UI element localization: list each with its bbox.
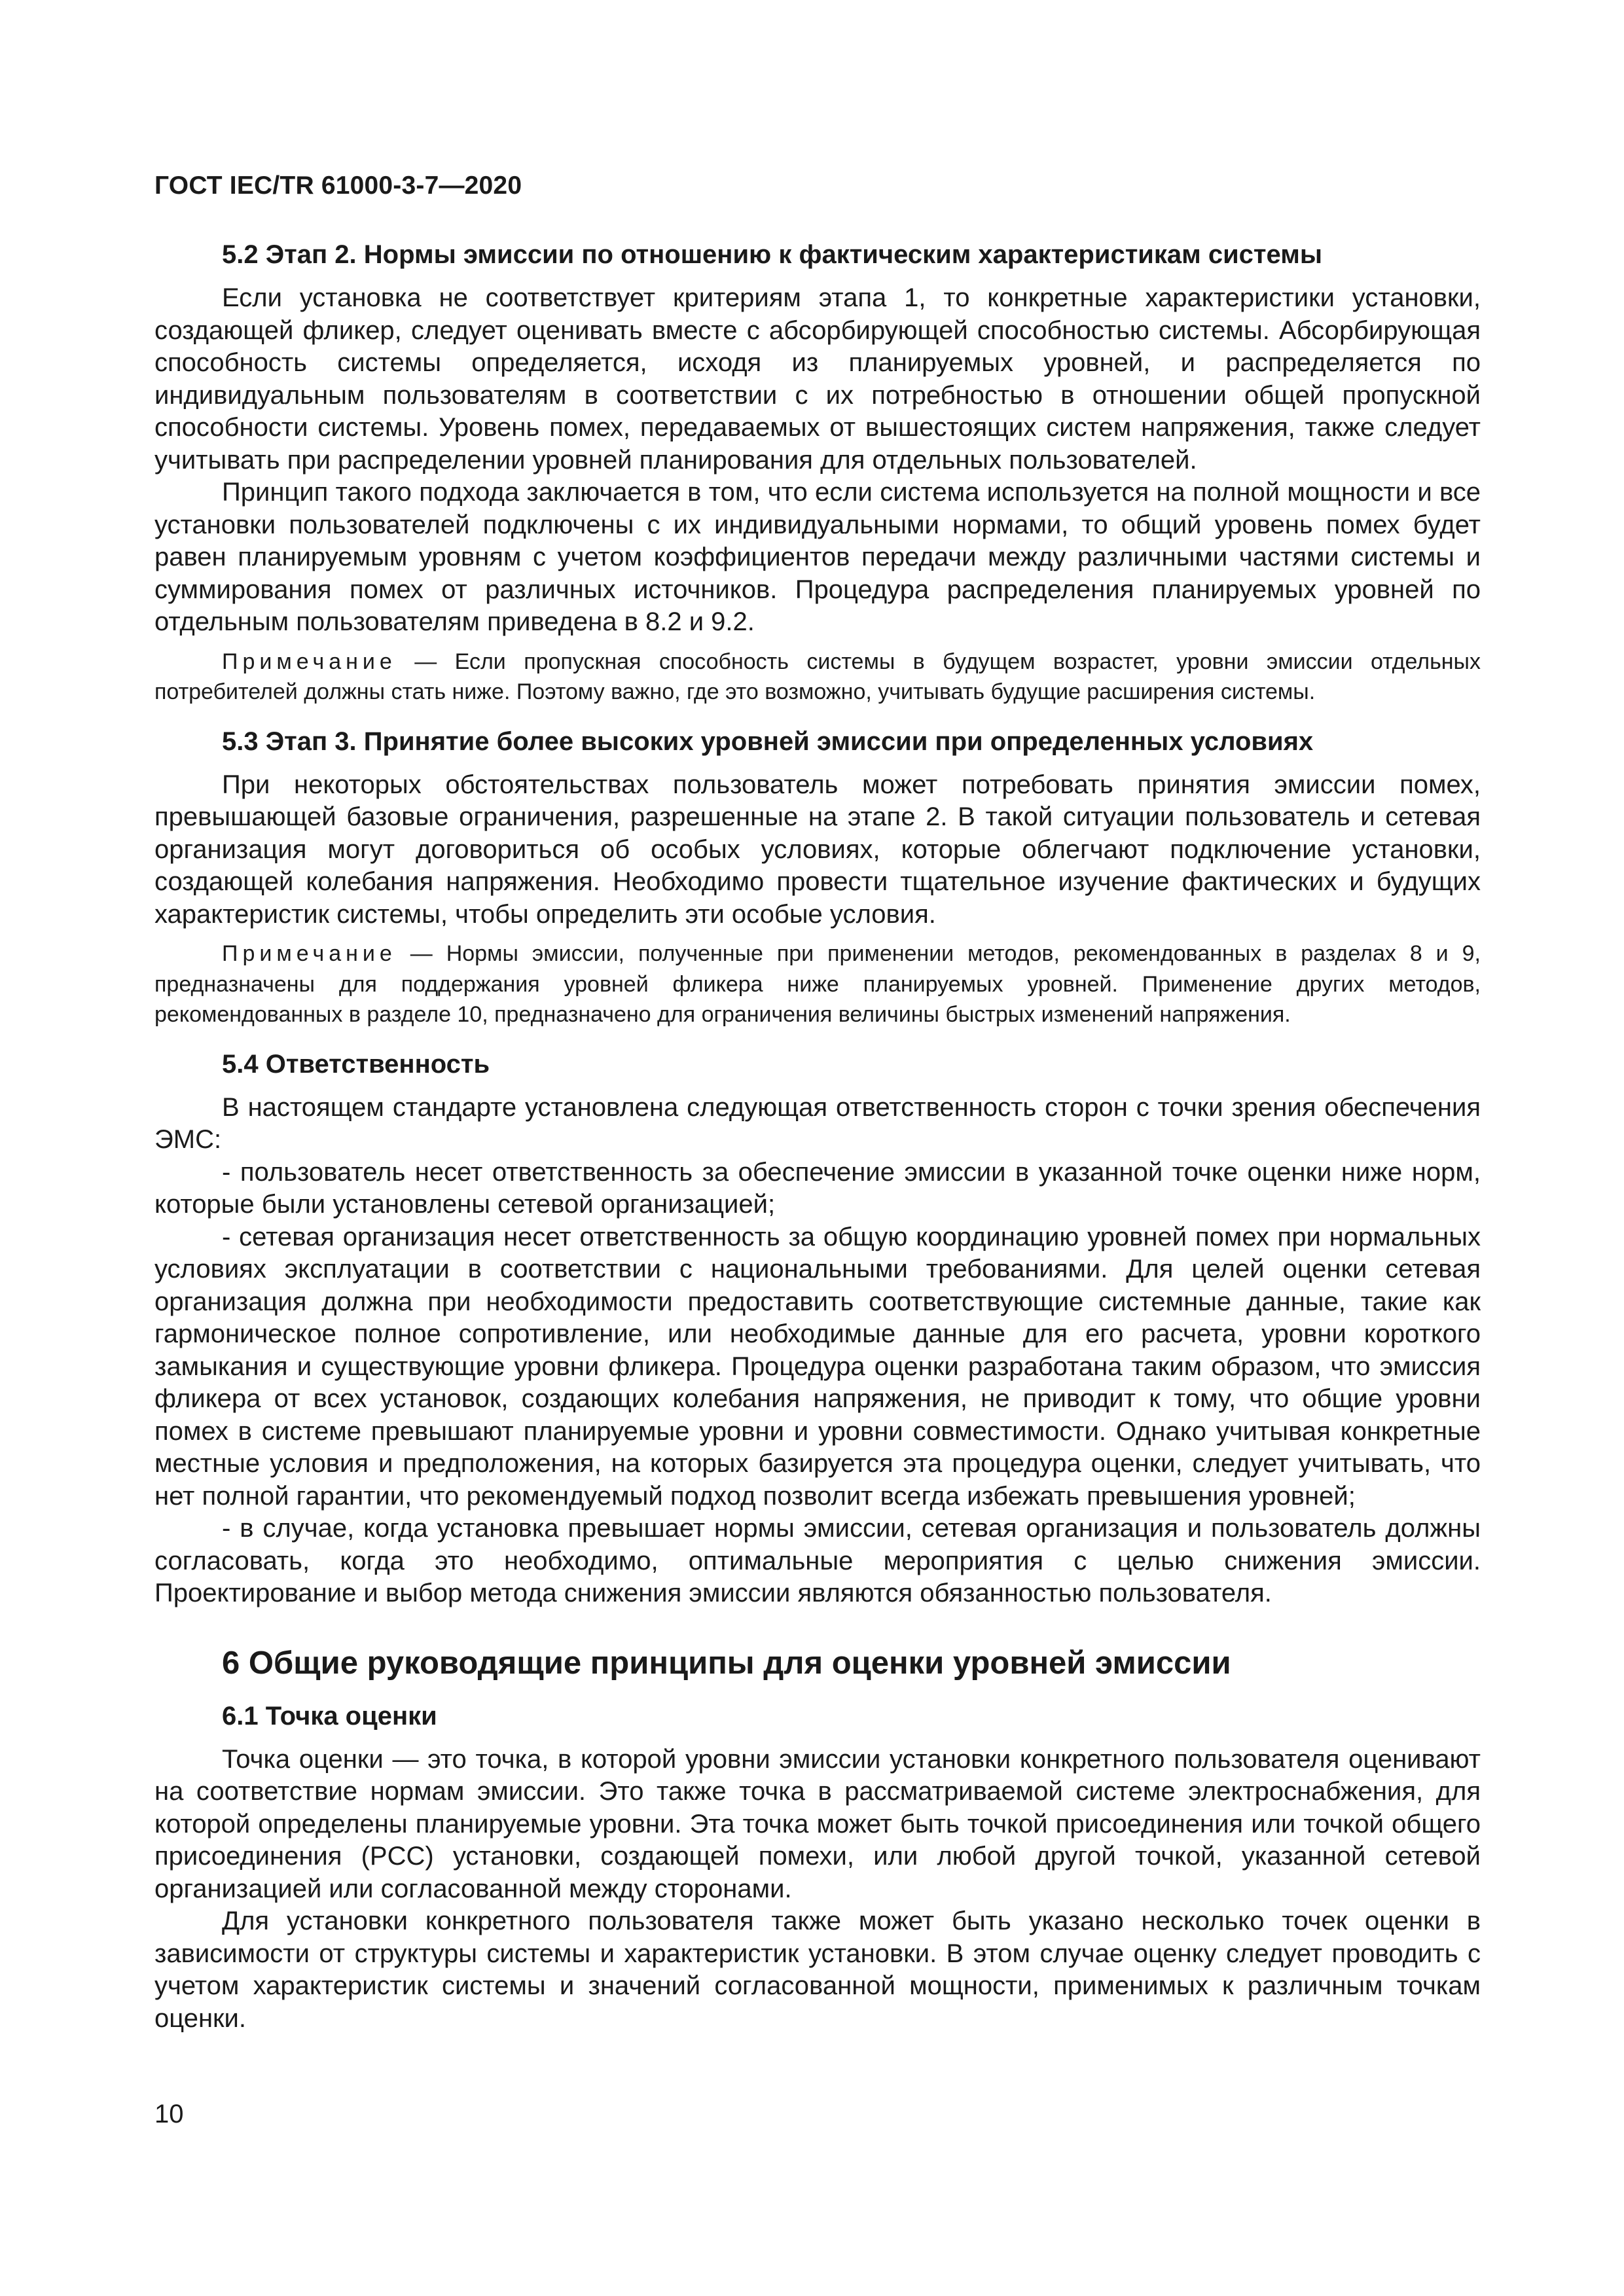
section-5-2-paragraph-1: Если установка не соответствует критериям этапа 1, то конкретные характеристики установки, создающей фликер, следует оценивать вместе с абсорбирующей способностью системы. Абсорбирующая способность системы определяется, исходя из планируемых уровней, и распределяется по индивидуальным пользователям в соответствии с их потребностью в отношении общей пропускной способности системы. Уровень помех, передаваемых от вышестоящих систем напряжения, также следует учитывать при распределении уровней планирования для отдельных пользователей. xyxy=(154,283,1481,475)
section-5-3-paragraph-1: При некоторых обстоятельствах пользователь может потребовать принятия эмиссии помех, превышающей базовые ограничения, разрешенные на этапе 2. В такой ситуации пользователь и сетевая организация могут договориться об особых условиях, которые облегчают подключение установки, создающей колебания напряжения. Необходимо провести тщательное изучение фактических и будущих характеристик системы, чтобы определить эти особые условия. xyxy=(154,770,1481,929)
section-6-heading: 6 Общие руководящие принципы для оценки уровней эмиссии xyxy=(222,1645,1231,1681)
section-5-3-note xyxy=(154,939,1481,1030)
section-5-4-list-item: - пользователь несет ответственность за обеспечение эмиссии в указанной точке оценки ниже норм, которые были установлены сетевой организацией; xyxy=(154,1157,1481,1219)
section-6-1-paragraph-2: Для установки конкретного пользователя также может быть указано несколько точек оценки в зависимости от структуры системы и характеристик установки. В этом случае оценку следует проводить с учетом характеристик системы и значений согласованной мощности, применимых к различным точкам оценки. xyxy=(154,1907,1481,2033)
section-6-1-heading: 6.1 Точка оценки xyxy=(222,1701,437,1731)
page-content xyxy=(154,239,1481,2035)
note-text: — Нормы эмиссии, полученные при применении методов, рекомендованных в разделах 8 и 9, предназначены для поддержания уровней фликера ниже планируемых уровней. Применение других методов, рекомендованных в разделе 10, предназначено для ограничения величины быстрых изменений напряжения. xyxy=(154,941,1481,1027)
note-label: Примечание xyxy=(222,649,397,674)
section-6-1-paragraph-1: Точка оценки — это точка, в которой уровни эмиссии установки конкретного пользователя оценивают на соответствие нормам эмиссии. Это также точка в рассматриваемой системе электроснабжения, для которой определены планируемые уровни. Эта точка может быть точкой присоединения или точкой общего присоединения (PCC) установки, создающей помехи, или любой другой точкой, указанной сетевой организацией или согласованной между сторонами. xyxy=(154,1744,1481,1903)
note-text: — Если пропускная способность системы в будущем возрастет, уровни эмиссии отдельных потребителей должны стать ниже. Поэтому важно, где это возможно, учитывать будущие расширения системы. xyxy=(154,649,1481,704)
section-5-4-heading: 5.4 Ответственность xyxy=(222,1049,490,1079)
document-header: ГОСТ IEC/TR 61000-3-7—2020 xyxy=(154,171,522,200)
section-5-4-list-item: - в случае, когда установка превышает нормы эмиссии, сетевая организация и пользователь должны согласовать, когда это необходимо, оптимальные мероприятия с целью снижения эмиссии. Проектирование и выбор метода снижения эмиссии являются обязанностью пользователя. xyxy=(154,1514,1481,1607)
section-5-4-paragraph-1: В настоящем стандарте установлена следующая ответственность сторон с точки зрения обеспечения ЭМС: xyxy=(154,1092,1481,1154)
page-number: 10 xyxy=(154,2100,184,2128)
section-5-2-note xyxy=(154,647,1481,708)
section-5-2-heading: 5.2 Этап 2. Нормы эмиссии по отношению к фактическим характеристикам системы xyxy=(222,240,1322,269)
section-5-3-heading: 5.3 Этап 3. Принятие более высоких уровней эмиссии при определенных условиях xyxy=(222,726,1314,756)
note-label: Примечание xyxy=(222,941,397,966)
section-5-2-paragraph-2: Принцип такого подхода заключается в том, что если система используется на полной мощности и все установки пользователей подключены с их индивидуальными нормами, то общий уровень помех будет равен планируемым уровням с учетом коэффициентов передачи между различными частями системы и суммирования помех от различных источников. Процедура распределения планируемых уровней по отдельным пользователям приведена в 8.2 и 9.2. xyxy=(154,478,1481,636)
section-5-4-list-item: - сетевая организация несет ответственность за общую координацию уровней помех при нормальных условиях эксплуатации в соответствии с национальными требованиями. Для целей оценки сетевая организация должна при необходимости предоставить соответствующие системные данные, такие как гармоническое полное сопротивление, или необходимые данные для его расчета, уровни короткого замыкания и существующие уровни фликера. Процедура оценки разработана таким образом, что эмиссия фликера от всех установок, создающих колебания напряжения, не приводит к тому, что общие уровни помех в системе превышают планируемые уровни и уровни совместимости. Однако учитывая конкретные местные условия и предположения, на которых базируется эта процедура оценки, следует учитывать, что нет полной гарантии, что рекомендуемый подход позволит всегда избежать превышения уровней; xyxy=(154,1222,1481,1511)
